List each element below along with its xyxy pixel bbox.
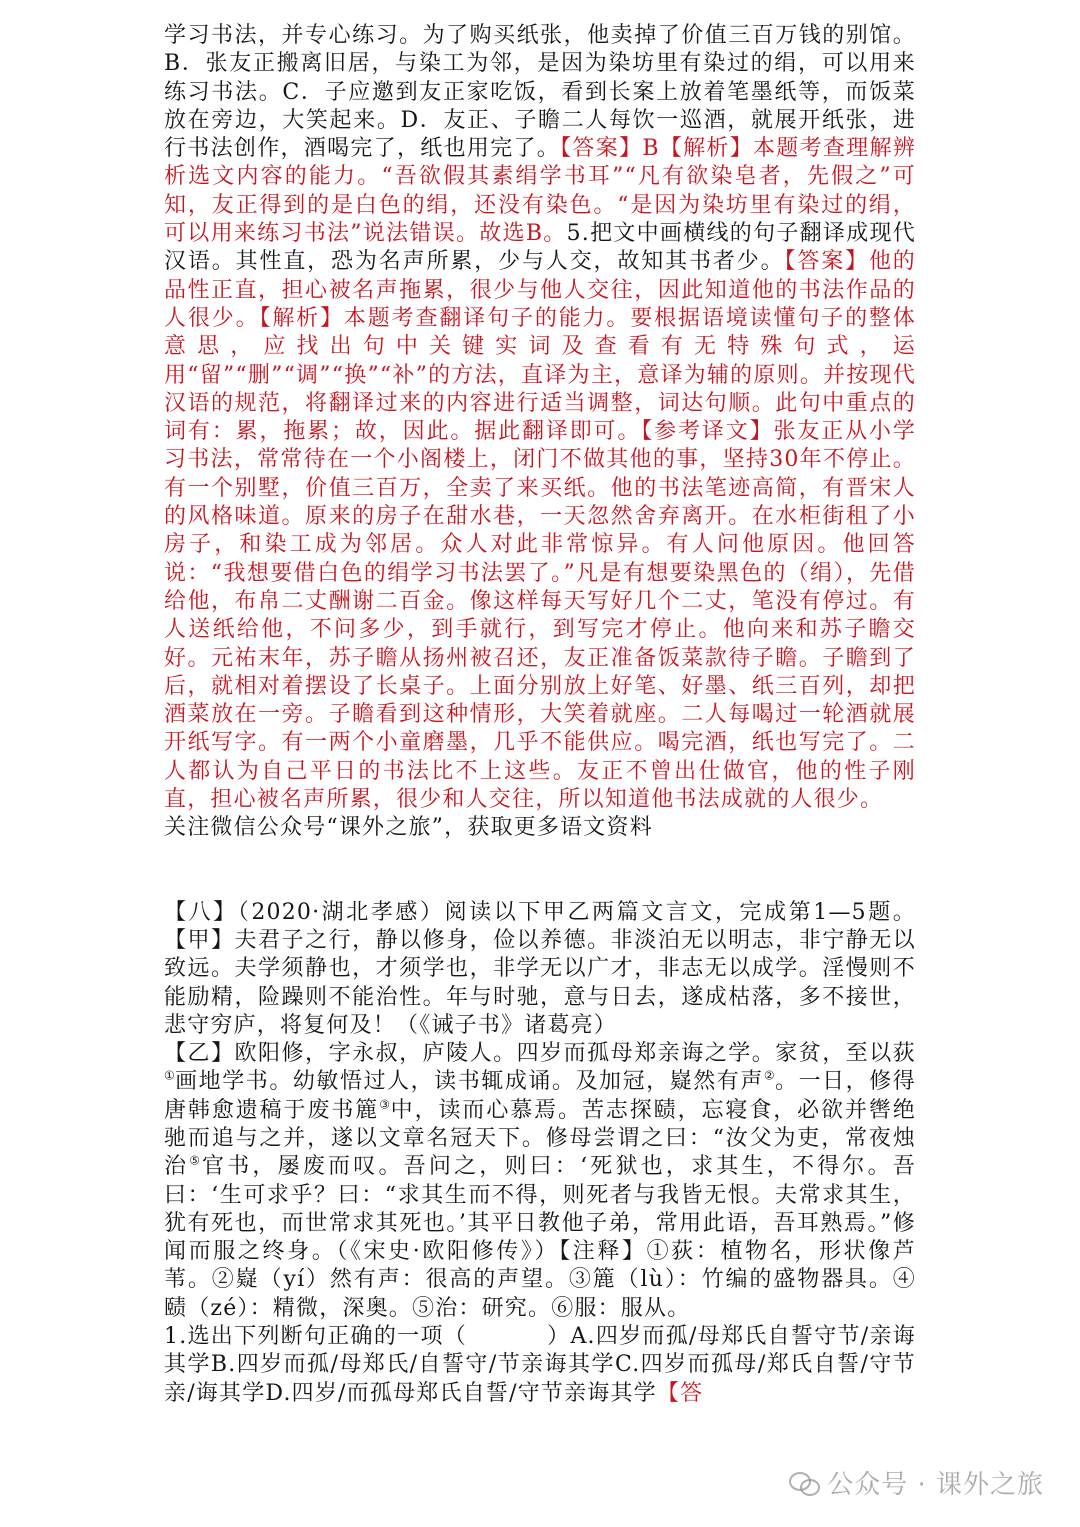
- yi-text-part-e: 官书，屡废而叹。吾问之，则曰：‘死狱也，求其生，不得尔。吾曰：‘生可求乎？曰：“求其生而不得，则死者与我皆无恨。夫常求其生，犹有死也，而世常求其死也。’其平日教他子弟，常用此语，吾耳熟焉。”修闻而服之终身。（《宋史·欧阳修传》）【注释】①荻：植物名，形状像芦苇。②嶷（yí）然有声：很高的声望。③簏（lù）：竹编的盛物器具。④赜（zé）：精微，深奥。⑤治：研究。⑥服：服从。: [164, 1154, 916, 1321]
- promo-line: 关注微信公众号“课外之旅”，获取更多语文资料: [164, 815, 653, 841]
- footnote-marker-1: ①: [164, 1069, 176, 1084]
- question1-stem: 1.选出下列断句正确的一项（: [164, 1324, 468, 1350]
- footnote-marker-2: ②: [763, 1069, 776, 1084]
- footnote-marker-3: ③: [379, 1097, 391, 1112]
- question5-answer-translation-text: 【答案】他的品性正直，担心被名声拖累，很少与他人交往，因此知道他的书法作品的人很少。【解析】本题考查翻译句子的能力。要根据语境读懂句子的整体意思，应找出句中关键实词及查看有无特殊句式，运用“留”“删”“调”“换”“补”的方法，直译为主，意译为辅的原则。并按现代汉语的规范，将翻译过来的内容进行适当调整，词达句顺。此句中重点的词有：累，拖累；故，因此。据此翻译即可。【参考译文】张友正从小学习书法，常常待在一个小阁楼上，闭门不做其他的事，坚持30年不停止。有一个别墅，价值三百万，全卖了来买纸。他的书法笔迹高简，有晋宋人的风格味道。原来的房子在甜水巷，一天忽然舍弃离开。在水柜街租了小房子，和染工成为邻居。众人对此非常惊异。有人问他原因。他回答说：“我想要借白色的绢学习书法罢了。”凡是有想要染黑色的（绢），先借给他，布帛二丈酬谢二百金。像这样每天写好几个二丈，笔没有停过。有人送纸给他，不问多少，到手就行，到写完才停止。他向来和苏子瞻交好。元祐末年，苏子瞻从扬州被召还，友正准备饭菜款待子瞻。子瞻到了后，就相对着摆设了长桌子。上面分别放上好笔、好墨、纸三百列，却把酒菜放在一旁。子瞻看到这种情形，大笑着就座。二人每喝过一轮酒就展开纸写字。有一两个小童磨墨，几乎不能供应。喝完酒，纸也写完了。二人都认为自己平日的书法比不上这些。友正不曾出仕做官，他的性子刚直，担心被名声所累，很少和人交往，所以知道他书法成就的人很少。: [164, 249, 917, 813]
- footnote-marker-5: ⑤: [189, 1153, 202, 1168]
- watermark: [789, 1464, 1044, 1501]
- section2-intro-text: 【八】（2020·湖北孝感）阅读以下甲乙两篇文言文，完成第1—5题。【甲】夫君子之行，静以修身，俭以养德。非淡泊无以明志，非宁静无以致远。夫学须静也，才须学也，非学无以广才，非志无以成学。淫慢则不能励精，险躁则不能治性。年与时驰，意与日去，遂成枯落，多不接世，悲守穷庐，将复何及！（《诫子书》诸葛亮）: [164, 899, 916, 1038]
- question5-text: 5.把文中画横线的句子翻译成现代汉语。其性直，恐为名声所累，少与人交，故知其书者少。: [164, 221, 917, 275]
- document-page: [164, 22, 916, 1408]
- question1-text: [164, 1323, 916, 1408]
- wechat-icon: [789, 1470, 819, 1496]
- section2-yi-text: [164, 1040, 916, 1323]
- question4-answer-text: 【答案】B【解析】本题考查理解辨析选文内容的能力。“吾欲假其素绢学书耳”“凡有欲染皂者，先假之”可知，友正得到的是白色的绢，还没有染色。“是因为染坊里有染过的绢，可以用来练习书法”说法错误。故选B。: [164, 136, 917, 247]
- question1-answer-start: 【答: [656, 1380, 704, 1406]
- section1-paragraph: [164, 22, 916, 814]
- section-gap: [164, 843, 916, 899]
- yi-text-part-a: 【乙】欧阳修，字永叔，庐陵人。四岁而孤母郑亲诲之学。家贫，至以荻: [164, 1041, 916, 1067]
- yi-text-part-d: 中，读而心慕焉。苦志探赜，忘寝食，必欲并辔绝驰而追与之并，遂以文章名冠天下。修母尝谓之曰：“汝父为吏，常夜烛治: [164, 1097, 916, 1180]
- yi-text-part-b: 画地学书。幼敏悟过人，读书辄成诵。及加冠，嶷然有声: [175, 1069, 764, 1095]
- question4-options-text: 学习书法，并专心练习。为了购买纸张，他卖掉了价值三百万钱的别馆。B．张友正搬离旧居，与染工为邻，是因为染坊里有染过的绢，可以用来练习书法。C．子应邀到友正家吃饭，看到长案上放着笔墨纸等，而饭菜放在旁边，大笑起来。D．友正、子瞻二人每饮一巡酒，就展开纸张，进行书法创作，酒喝完了，纸也用完了。: [164, 23, 916, 162]
- question1-options: ）A.四岁而孤/母郑氏自誓守节/亲诲其学B.四岁而孤/母郑氏/自誓守/节亲诲其学C.四岁而孤母/郑氏自誓/守节亲/诲其学D.四岁/而孤母郑氏自誓/守节亲诲其学: [164, 1324, 916, 1406]
- yi-text-part-c: 。一日，修得唐韩愈遗稿于废书簏: [164, 1069, 916, 1123]
- watermark-text: 公众号 · 课外之旅: [827, 1470, 1044, 1500]
